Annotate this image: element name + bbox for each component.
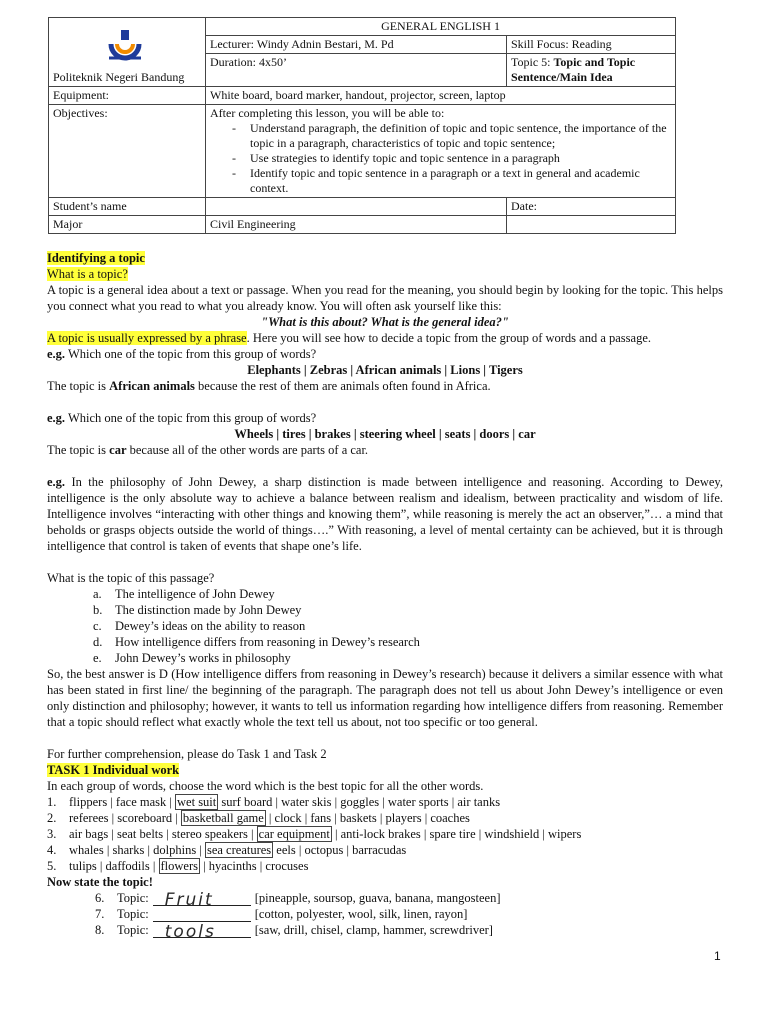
option-text: How intelligence differs from reasoning in Dewey’s research: [115, 635, 420, 649]
answer-1: [47, 378, 723, 394]
answer-1-post: because the rest of them are animals often found in Africa.: [194, 379, 491, 393]
topic-item: [95, 922, 723, 942]
topic-answer-blank[interactable]: [153, 890, 251, 910]
task-item: [47, 826, 723, 842]
eg-question-text: Which one of the topic from this group of words?: [65, 411, 317, 425]
task-words-pre: whales | sharks | dolphins |: [69, 843, 205, 857]
topic-label: Topic:: [117, 907, 149, 921]
eg-label: e.g.: [47, 411, 66, 425]
task-number: 5.: [47, 859, 57, 873]
option-text: The intelligence of John Dewey: [115, 587, 275, 601]
state-topic-heading: Now state the topic!: [47, 875, 153, 889]
example-2-question: [47, 410, 723, 426]
topic-cell: [507, 54, 676, 87]
task-words-post: surf board | water skis | goggles | water sports | air tanks: [218, 795, 501, 809]
objective-item: - Understand paragraph, the definition of topic and topic sentence, the importance of the topic in a paragraph, characteristics of topic and topic sentence;: [232, 121, 671, 151]
topic-answer-blank[interactable]: [153, 922, 251, 942]
answer-2-topic: car: [109, 443, 127, 457]
task-item: [47, 842, 723, 858]
objective-item: - Use strategies to identify topic and topic sentence in a paragraph: [232, 151, 671, 166]
answer-2-pre: The topic is: [47, 443, 110, 457]
topic-item: [95, 906, 723, 922]
institution-cell: [49, 18, 206, 87]
word-group-2: Wheels | tires | brakes | steering wheel | seats | doors | car: [234, 427, 536, 441]
objectives-list: [210, 121, 671, 196]
topic-number: 8.: [95, 923, 105, 937]
skill-focus: Skill Focus: Reading: [507, 36, 676, 54]
circled-answer: car equipment: [258, 827, 330, 841]
topic-label: Topic:: [117, 923, 149, 937]
page-number: 1: [714, 949, 721, 963]
lesson-body: [47, 250, 723, 942]
option-letter: b.: [93, 603, 103, 617]
lesson-header-table: [48, 17, 676, 234]
further-note: For further comprehension, please do Task 1 and Task 2: [47, 747, 327, 761]
task-words-post: | anti-lock brakes | spare tire | windshield | wipers: [331, 827, 582, 841]
option-item: [93, 634, 723, 650]
task-words-pre: air bags | seat belts | stereo speakers |: [69, 827, 257, 841]
option-text: The distinction made by John Dewey: [115, 603, 302, 617]
task-number: 1.: [47, 795, 57, 809]
option-item: [93, 650, 723, 666]
option-letter: d.: [93, 635, 103, 649]
student-name-field[interactable]: [206, 198, 507, 216]
date-field[interactable]: Date:: [507, 198, 676, 216]
answer-options: [47, 586, 723, 666]
topic-word-list: [pineapple, soursop, guava, banana, mangosteen]: [254, 891, 501, 905]
section-subheading: What is a topic?: [47, 267, 128, 281]
phrase-rest: . Here you will see how to decide a topic from the group of words and a passage.: [246, 331, 652, 345]
task-number: 3.: [47, 827, 57, 841]
task-number: 4.: [47, 843, 57, 857]
answer-2-post: because all of the other words are parts of a car.: [126, 443, 369, 457]
task-item: [47, 858, 723, 874]
option-item: [93, 586, 723, 602]
answer-2: [47, 442, 723, 458]
topic-title-2: Sentence/Main Idea: [511, 70, 613, 84]
eg-label: e.g.: [47, 347, 66, 361]
task-words-post: eels | octopus | barracudas: [273, 843, 407, 857]
topic-number: 7.: [95, 907, 105, 921]
eg-question-text: Which one of the topic from this group of words?: [65, 347, 317, 361]
objective-item: - Identify topic and topic sentence in a paragraph or a text in general and academic context.: [232, 166, 671, 196]
task-item: [47, 794, 723, 810]
objectives-cell: [206, 105, 676, 198]
passage-text: In the philosophy of John Dewey, a sharp distinction is made between intelligence and reasoning. According to Dewey, intelligence is the only absolute way to achieve a balance between realism and idealism, between practicality and wisdom of life. Intelligence involves “interacting with other things and knowing them”, while reasoning is merely the act an observer,”… a mind that beholds or grasps objects outside the world of things….” With reasoning, a level of mental certainty can be achieved, but it is through intelligence that control is taken of events that shape one’s life.: [47, 475, 723, 553]
major-value: Civil Engineering: [206, 216, 507, 234]
option-letter: c.: [93, 619, 102, 633]
section-heading: Identifying a topic: [47, 251, 145, 265]
topic-word-list: [saw, drill, chisel, clamp, hammer, screwdriver]: [254, 923, 493, 937]
task-words-post: | clock | fans | baskets | players | coaches: [265, 811, 470, 825]
option-item: [93, 602, 723, 618]
task-item: [47, 810, 723, 826]
equipment-value: White board, board marker, handout, projector, screen, laptop: [206, 87, 676, 105]
major-empty: [507, 216, 676, 234]
task-words-pre: referees | scoreboard |: [69, 811, 181, 825]
word-group-1: Elephants | Zebras | African animals | Lions | Tigers: [247, 363, 523, 377]
lecturer: Lecturer: Windy Adnin Bestari, M. Pd: [206, 36, 507, 54]
polban-logo: [105, 28, 145, 62]
option-item: [93, 618, 723, 634]
duration: Duration: 4x50’: [206, 54, 507, 87]
task-heading: TASK 1 Individual work: [47, 763, 180, 777]
answer-1-pre: The topic is: [47, 379, 110, 393]
task-words-pre: tulips | daffodils |: [69, 859, 159, 873]
circled-answer: flowers: [160, 859, 198, 873]
circled-answer: sea creatures: [206, 843, 272, 857]
eg-label: e.g.: [47, 475, 66, 489]
phrase-highlight: A topic is usually expressed by a phrase: [47, 331, 247, 345]
topic-answer-blank[interactable]: [153, 907, 251, 922]
equipment-label: Equipment:: [49, 87, 206, 105]
phrase-paragraph: [47, 330, 723, 346]
task-words-pre: flippers | face mask |: [69, 795, 176, 809]
topic-title-1: Topic and Topic: [553, 55, 636, 69]
intro-paragraph: A topic is a general idea about a text or passage. When you read for the meaning, you should begin by looking for the topic. This helps you connect what you read to what you already know. You will often ask yourself like this:: [47, 283, 723, 313]
topic-number: 6.: [95, 891, 105, 905]
topic-items: [47, 890, 723, 942]
handwritten-answer: Fruit: [164, 890, 214, 910]
topic-word-list: [cotton, polyester, wool, silk, linen, rayon]: [254, 907, 468, 921]
topic-prefix: Topic 5:: [511, 55, 554, 69]
handwritten-answer: tools: [164, 922, 216, 942]
circled-answer: basketball game: [182, 811, 264, 825]
option-letter: a.: [93, 587, 102, 601]
passage-paragraph: [47, 474, 723, 554]
option-text: Dewey’s ideas on the ability to reason: [115, 619, 306, 633]
explanation-paragraph: So, the best answer is D (How intelligence differs from reasoning in Dewey’s research) because it delivers a similar essence with what has been stated in first line/ the beginning of the paragraph. The paragraph does not tell us about John Dewey’s intelligence or even only distinction and philosophy; however, it wants to tell us information regarding how intelligence differs from reasoning. Remember that a topic should reflect what exactly whole the text tell us about, not too specific or too general.: [47, 667, 723, 729]
question-quote: "What is this about? What is the general idea?": [261, 315, 509, 329]
objectives-label: Objectives:: [49, 105, 206, 198]
task-instruction: In each group of words, choose the word which is the best topic for all the other words.: [47, 779, 484, 793]
topic-item: [95, 890, 723, 910]
objectives-intro: After completing this lesson, you will be able to:: [210, 106, 445, 120]
answer-1-topic: African animals: [109, 379, 195, 393]
task-number: 2.: [47, 811, 57, 825]
passage-question: What is the topic of this passage?: [47, 571, 215, 585]
institution-name: Politeknik Negeri Bandung: [53, 70, 185, 84]
student-name-label: Student’s name: [49, 198, 206, 216]
option-letter: e.: [93, 651, 102, 665]
course-title: GENERAL ENGLISH 1: [206, 18, 676, 36]
task-words-post: | hyacinths | crocuses: [200, 859, 309, 873]
major-label: Major: [49, 216, 206, 234]
topic-label: Topic:: [117, 891, 149, 905]
task-items: [47, 794, 723, 874]
example-1-question: [47, 346, 723, 362]
option-text: John Dewey’s works in philosophy: [115, 651, 291, 665]
circled-answer: wet suit: [177, 795, 217, 809]
